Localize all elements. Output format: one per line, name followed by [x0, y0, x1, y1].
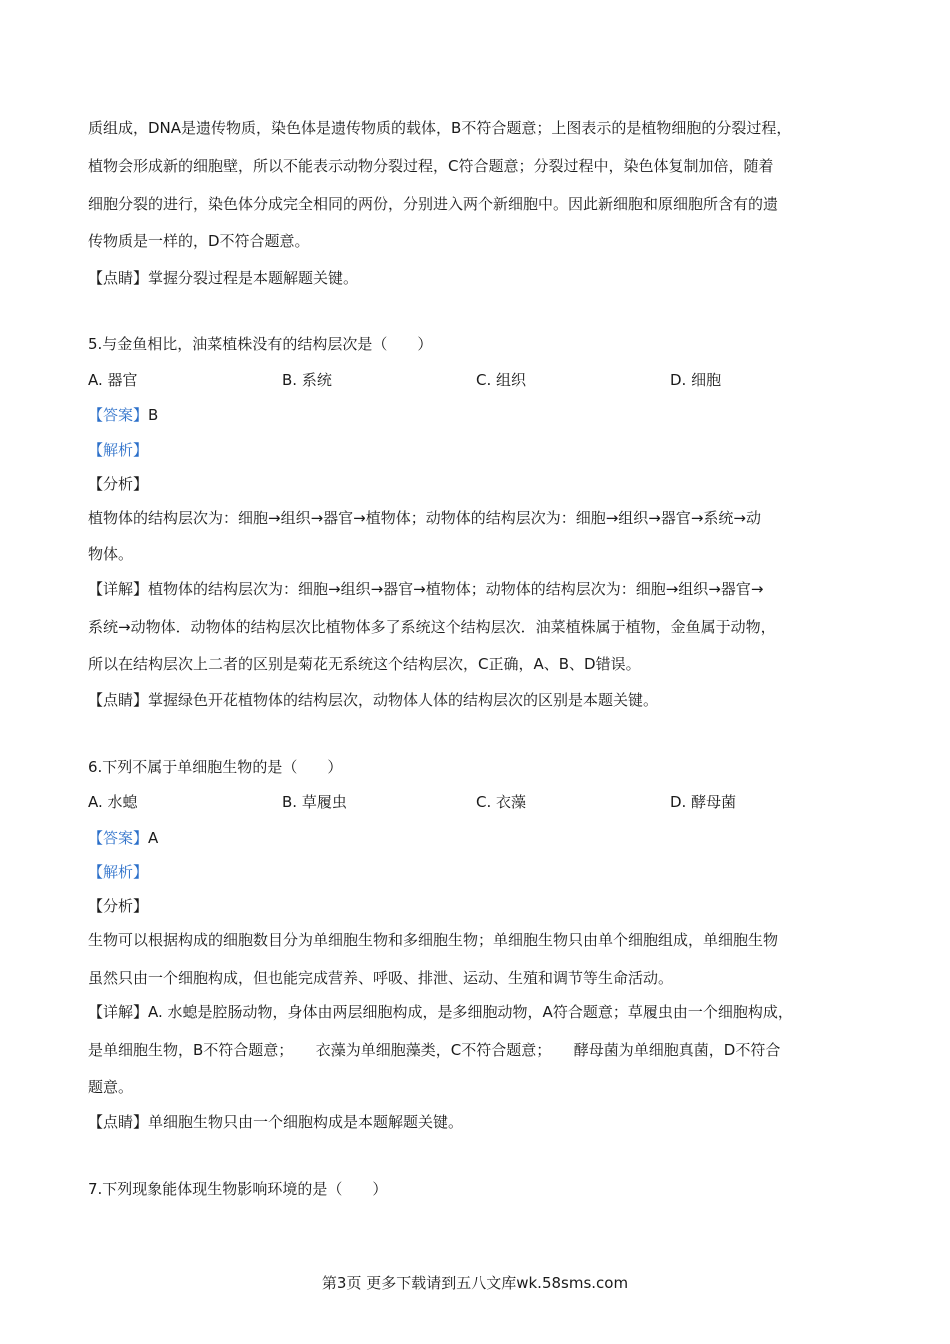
paragraph-line: 虽然只由一个细胞构成，但也能完成营养、呼吸、排泄、运动、生殖和调节等生命活动。 [88, 969, 674, 987]
detail-label: 【详解】 [88, 1003, 149, 1021]
q5-option-b: B. 系统 [282, 371, 332, 389]
q6-option-b: B. 草履虫 [282, 793, 347, 811]
answer-value: B [148, 406, 159, 424]
q6-detail [88, 1002, 793, 1022]
q6-analysis-label: 【解析】 [88, 863, 149, 881]
paragraph-line: 细胞分裂的进行，染色体分成完全相同的两份，分别进入两个新细胞中。因此新细胞和原细胞所含有的遗 [88, 195, 779, 213]
q5-option-a: A. 器官 [88, 371, 138, 389]
q7-stem: 7.下列现象能体现生物影响环境的是（ ） [88, 1180, 388, 1198]
answer-label: 【答案】 [88, 406, 149, 424]
paragraph-line: 是单细胞生物，B不符合题意； 衣藻为单细胞藻类，C不符合题意； 酵母菌为单细胞真菌，D不符合 [88, 1041, 781, 1059]
q5-option-d: D. 细胞 [670, 371, 722, 389]
q5-fenxi-label: 【分析】 [88, 475, 149, 493]
q6-option-c: C. 衣藻 [476, 793, 527, 811]
paragraph-line: 生物可以根据构成的细胞数目分为单细胞生物和多细胞生物；单细胞生物只由单个细胞组成，单细胞生物 [88, 931, 779, 949]
paragraph-line: 所以在结构层次上二者的区别是菊花无系统这个结构层次，C正确，A、B、D错误。 [88, 655, 641, 673]
point-label: 【点睛】 [88, 691, 149, 709]
paragraph-line: 系统→动物体．动物体的结构层次比植物体多了系统这个结构层次．油菜植株属于植物，金鱼属于动物， [88, 618, 776, 636]
paragraph-line: 植物体的结构层次为：细胞→组织→器官→植物体；动物体的结构层次为：细胞→组织→器官→系统→动 [88, 509, 761, 527]
q5-point [88, 690, 658, 710]
detail-text: 植物体的结构层次为：细胞→组织→器官→植物体；动物体的结构层次为：细胞→组织→器官→ [148, 580, 764, 598]
answer-label: 【答案】 [88, 829, 149, 847]
q5-stem: 5.与金鱼相比，油菜植株没有的结构层次是（ ） [88, 335, 433, 353]
q6-point [88, 1112, 463, 1132]
point-label: 【点睛】 [88, 269, 149, 287]
paragraph-line: 题意。 [88, 1078, 134, 1096]
point-text: 掌握绿色开花植物体的结构层次，动物体人体的结构层次的区别是本题关键。 [148, 691, 659, 709]
paragraph-line: 质组成，DNA是遗传物质，染色体是遗传物质的载体，B不符合题意；上图表示的是植物细胞的分裂过程， [88, 119, 792, 137]
q6-stem: 6.下列不属于单细胞生物的是（ ） [88, 758, 343, 776]
q5-answer [88, 405, 158, 425]
point-label: 【点睛】 [88, 1113, 149, 1131]
q6-answer [88, 828, 158, 848]
paragraph-line: 传物质是一样的，D不符合题意。 [88, 232, 310, 250]
point-text: 单细胞生物只由一个细胞构成是本题解题关键。 [148, 1113, 464, 1131]
q4-point [88, 268, 358, 288]
paragraph-line: 植物会形成新的细胞壁，所以不能表示动物分裂过程，C符合题意；分裂过程中，染色体复制加倍，随着 [88, 157, 774, 175]
page-footer: 第3页 更多下载请到五八文库wk.58sms.com [321, 1274, 629, 1292]
q5-detail [88, 579, 763, 599]
answer-value: A [148, 829, 159, 847]
point-text: 掌握分裂过程是本题解题关键。 [148, 269, 359, 287]
q6-fenxi-label: 【分析】 [88, 897, 149, 915]
q6-option-a: A. 水螅 [88, 793, 138, 811]
detail-label: 【详解】 [88, 580, 149, 598]
q5-analysis-label: 【解析】 [88, 441, 149, 459]
paragraph-line: 物体。 [88, 545, 134, 563]
q6-option-d: D. 酵母菌 [670, 793, 737, 811]
q5-option-c: C. 组织 [476, 371, 527, 389]
detail-text: A. 水螅是腔肠动物，身体由两层细胞构成，是多细胞动物，A符合题意；草履虫由一个细胞构成， [148, 1003, 793, 1021]
